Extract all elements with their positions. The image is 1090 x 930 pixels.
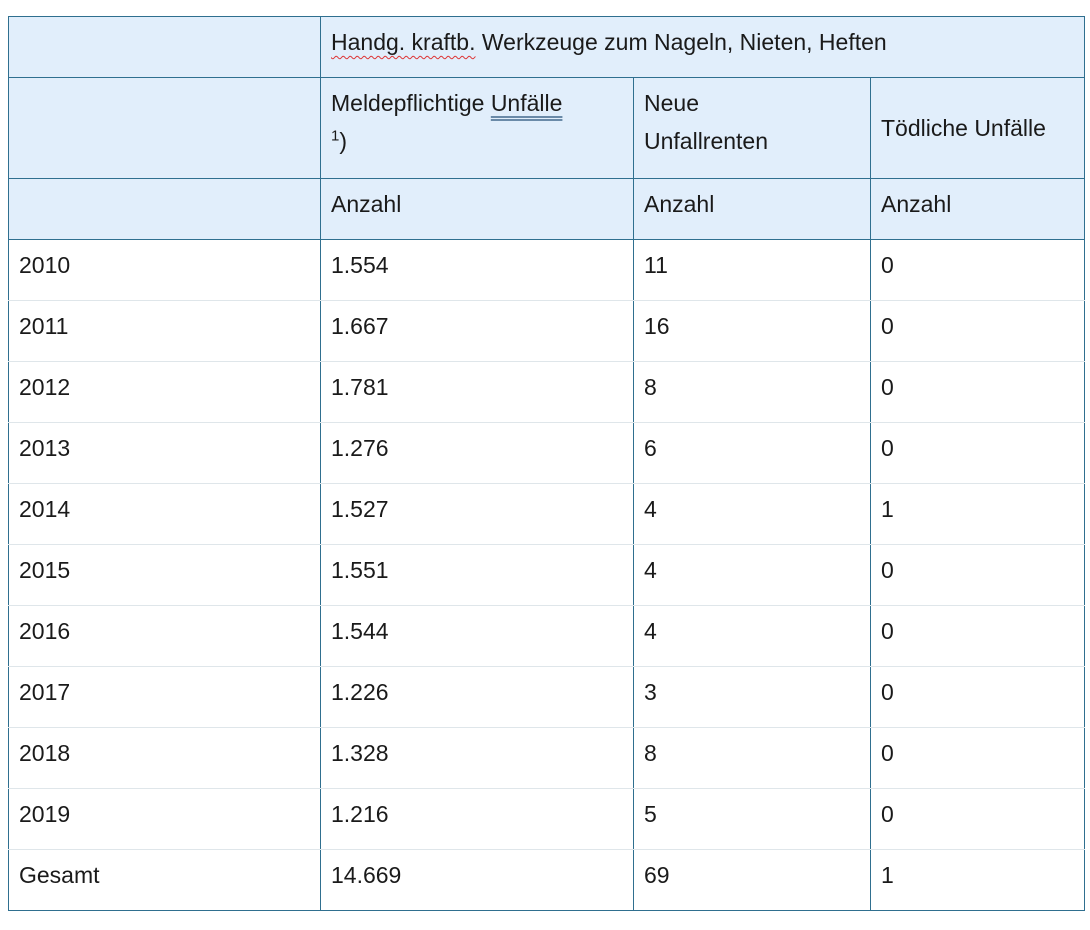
group-title-abbrev: Handg. kraftb. [331, 29, 476, 55]
column-header-reportable-text: Meldepflichtige [331, 90, 491, 116]
year-cell: 2016 [9, 606, 321, 667]
footnote-close: ) [339, 128, 348, 154]
year-cell: 2011 [9, 301, 321, 362]
table-row [9, 606, 1085, 667]
column-header-reportable-underlined: Unfälle [490, 90, 563, 116]
fatal-accidents-cell: 0 [871, 545, 1085, 606]
group-title-rest: Werkzeuge zum Nageln, Nieten, Heften [475, 29, 887, 55]
new-pensions-cell: 8 [634, 728, 871, 789]
new-pensions-cell: 16 [634, 301, 871, 362]
table-row [9, 850, 1085, 911]
header-row-units [9, 179, 1085, 240]
group-title-cell [321, 17, 1085, 78]
new-pensions-cell: 4 [634, 484, 871, 545]
header-empty-cell [9, 179, 321, 240]
header-empty-cell [9, 17, 321, 78]
header-row-group-title [9, 17, 1085, 78]
fatal-accidents-cell: 0 [871, 728, 1085, 789]
fatal-accidents-cell: 0 [871, 606, 1085, 667]
year-cell: 2017 [9, 667, 321, 728]
reportable-accidents-cell: 1.328 [321, 728, 634, 789]
reportable-accidents-cell: 1.554 [321, 240, 634, 301]
fatal-accidents-cell: 0 [871, 362, 1085, 423]
reportable-accidents-cell: 1.527 [321, 484, 634, 545]
table-row [9, 301, 1085, 362]
table-row [9, 240, 1085, 301]
reportable-accidents-cell: 1.781 [321, 362, 634, 423]
new-pensions-cell: 4 [634, 606, 871, 667]
fatal-accidents-cell: 0 [871, 789, 1085, 850]
column-header-fatal: Tödliche Unfälle [871, 78, 1085, 179]
year-cell: 2010 [9, 240, 321, 301]
column-header-reportable [321, 78, 634, 179]
new-pensions-cell: 4 [634, 545, 871, 606]
reportable-accidents-cell: 1.667 [321, 301, 634, 362]
header-row-columns [9, 78, 1085, 179]
reportable-accidents-cell: 1.544 [321, 606, 634, 667]
fatal-accidents-cell: 0 [871, 301, 1085, 362]
table-body [9, 17, 1085, 240]
column-header-pensions: Neue Unfallrenten [634, 78, 871, 179]
year-cell: 2014 [9, 484, 321, 545]
fatal-accidents-cell: 0 [871, 667, 1085, 728]
unit-cell: Anzahl [634, 179, 871, 240]
new-pensions-cell: 6 [634, 423, 871, 484]
year-cell: 2019 [9, 789, 321, 850]
table-row [9, 667, 1085, 728]
table-row [9, 423, 1085, 484]
table-row [9, 789, 1085, 850]
accident-statistics-table [8, 16, 1085, 911]
new-pensions-cell: 11 [634, 240, 871, 301]
fatal-accidents-cell: 1 [871, 850, 1085, 911]
new-pensions-cell: 8 [634, 362, 871, 423]
fatal-accidents-cell: 0 [871, 240, 1085, 301]
reportable-accidents-cell: 1.226 [321, 667, 634, 728]
year-cell: 2015 [9, 545, 321, 606]
table-row [9, 362, 1085, 423]
reportable-accidents-cell: 1.551 [321, 545, 634, 606]
reportable-accidents-cell: 1.216 [321, 789, 634, 850]
table-row [9, 484, 1085, 545]
table-row [9, 545, 1085, 606]
reportable-accidents-cell: 1.276 [321, 423, 634, 484]
new-pensions-cell: 3 [634, 667, 871, 728]
data-rows [9, 240, 1085, 911]
year-cell: Gesamt [9, 850, 321, 911]
header-empty-cell [9, 78, 321, 179]
new-pensions-cell: 69 [634, 850, 871, 911]
year-cell: 2012 [9, 362, 321, 423]
fatal-accidents-cell: 0 [871, 423, 1085, 484]
footnote-marker: 1 [331, 127, 340, 145]
table-row [9, 728, 1085, 789]
new-pensions-cell: 5 [634, 789, 871, 850]
reportable-accidents-cell: 14.669 [321, 850, 634, 911]
unit-cell: Anzahl [321, 179, 634, 240]
year-cell: 2018 [9, 728, 321, 789]
fatal-accidents-cell: 1 [871, 484, 1085, 545]
unit-cell: Anzahl [871, 179, 1085, 240]
year-cell: 2013 [9, 423, 321, 484]
